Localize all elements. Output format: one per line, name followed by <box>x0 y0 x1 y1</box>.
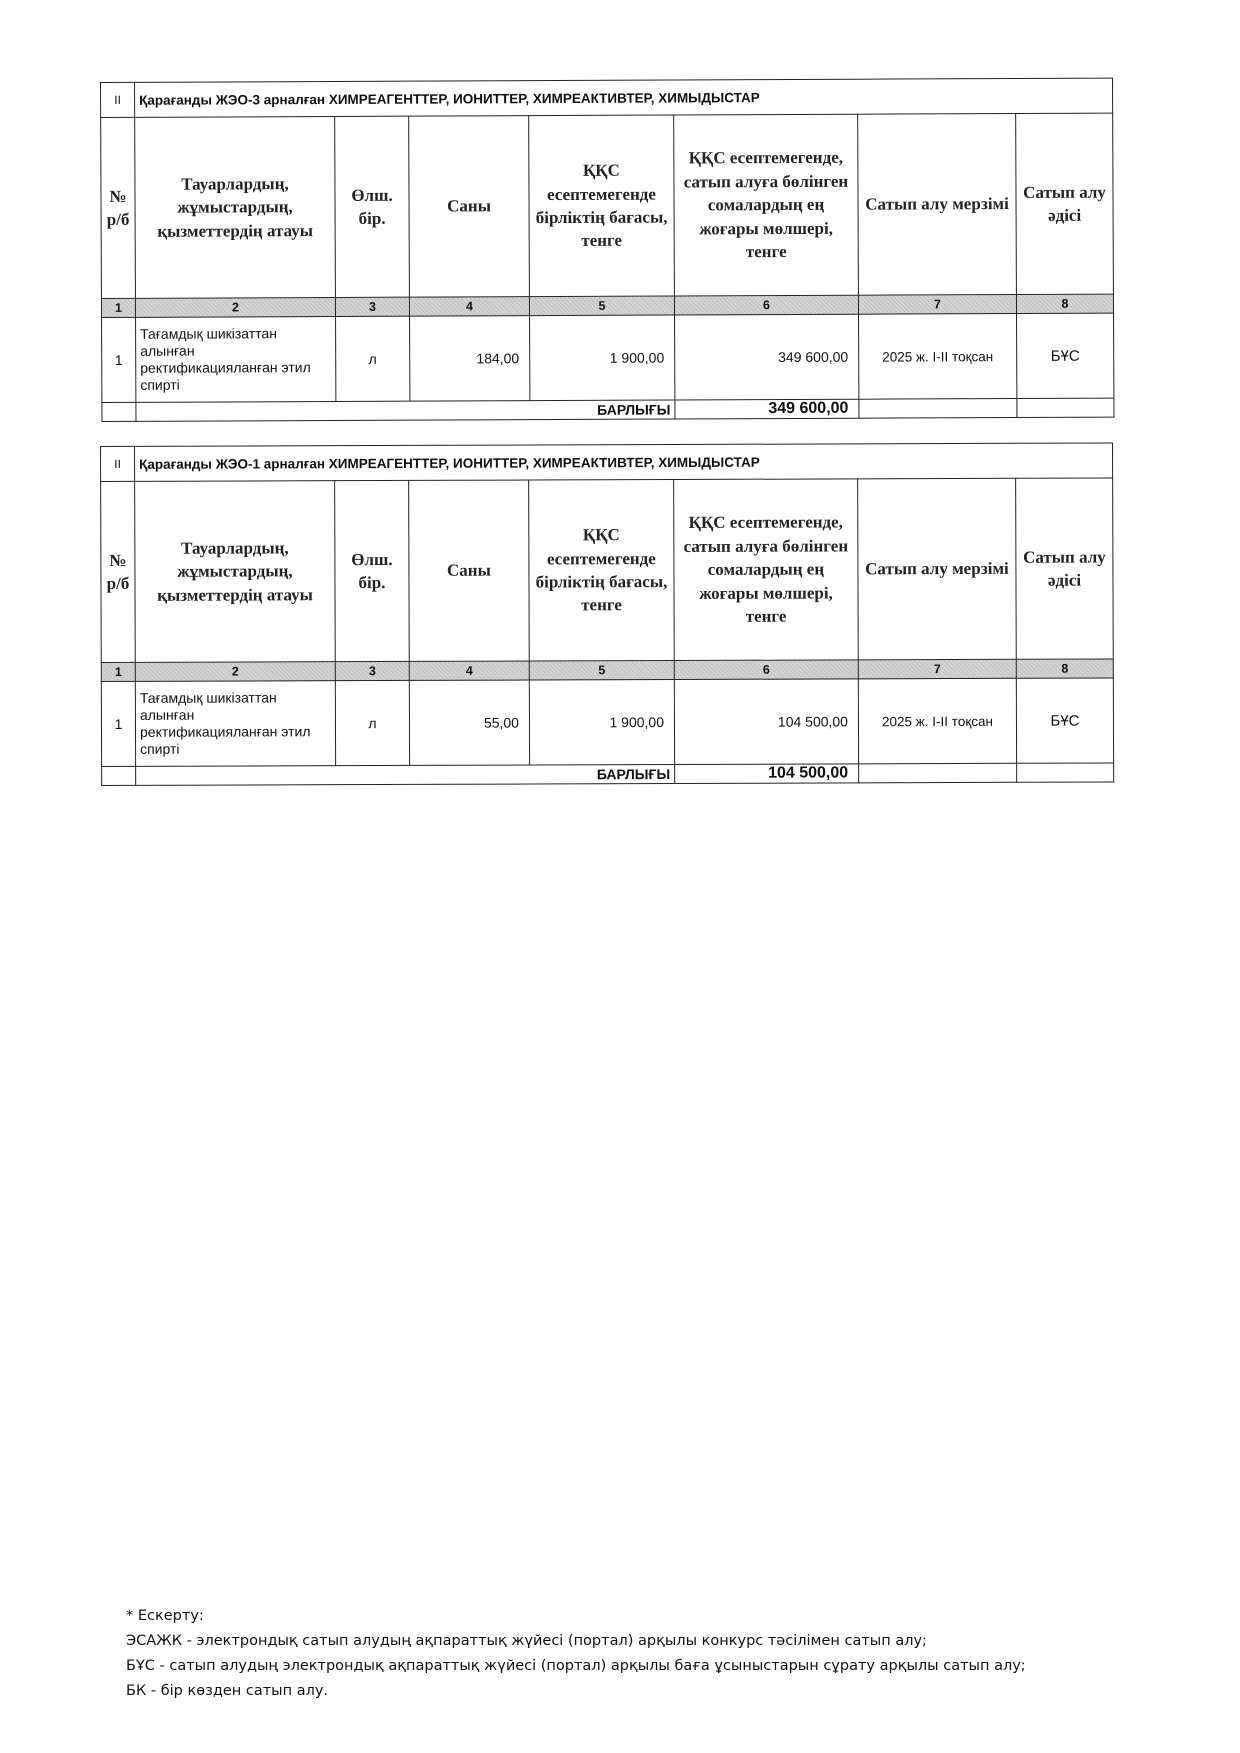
header-row <box>101 113 1114 298</box>
column-number: 7 <box>858 295 1016 315</box>
item-quantity: 184,00 <box>410 316 530 402</box>
footnote-title: * Ескерту: <box>126 1608 204 1624</box>
procurement-table-2 <box>100 442 1113 786</box>
col-header-no: № р/б <box>101 481 136 662</box>
column-number: 3 <box>335 297 409 316</box>
item-name: Тағамдық шикізаттан алынған ректификацияланған этил спирті <box>135 681 335 767</box>
col-header-name: Тауарлардың, жұмыстардың, қызметтердің атауы <box>135 116 336 298</box>
item-unit-price: 1 900,00 <box>529 679 674 765</box>
col-header-method: Сатып алу әдісі <box>1016 113 1114 294</box>
col-header-unit: Өлш. бір. <box>335 116 410 297</box>
column-number: 6 <box>674 660 858 680</box>
total-label: БАРЛЫҒЫ <box>136 400 675 421</box>
col-header-no: № р/б <box>101 117 136 298</box>
total-amount: 349 600,00 <box>675 399 859 419</box>
table-grid <box>100 442 1114 786</box>
column-number: 8 <box>1016 659 1113 678</box>
empty-cell <box>102 766 136 785</box>
empty-cell <box>1017 763 1114 782</box>
item-max-amount: 349 600,00 <box>675 314 859 400</box>
table-row <box>102 313 1114 402</box>
total-label: БАРЛЫҒЫ <box>136 764 675 785</box>
column-number: 1 <box>101 662 135 681</box>
column-number: 2 <box>135 297 335 317</box>
col-header-term: Сатып алу мерзімі <box>858 114 1017 296</box>
header-row <box>101 478 1114 663</box>
column-number: 4 <box>409 661 529 680</box>
item-term: 2025 ж. I-II тоқсан <box>859 314 1017 400</box>
item-unit: л <box>336 316 410 401</box>
table-grid <box>100 78 1115 422</box>
column-number: 5 <box>529 660 674 680</box>
column-number: 6 <box>674 295 858 315</box>
section-number: II <box>101 82 135 117</box>
col-header-qty: Саны <box>409 480 530 661</box>
empty-cell <box>859 399 1017 419</box>
section-number: II <box>101 446 135 481</box>
item-unit-price: 1 900,00 <box>530 315 675 401</box>
total-row <box>102 398 1114 421</box>
col-header-method: Сатып алу әдісі <box>1016 478 1114 659</box>
footnote-line: БК - бір көзден сатып алу. <box>126 1683 329 1699</box>
col-header-name: Тауарлардың, жұмыстардың, қызметтердің атауы <box>135 481 336 663</box>
footnote-line: БҰС - сатып алудың электрондық ақпараттық жүйесі (портал) арқылы баға ұсыныстарын сұрату арқылы сатып алу; <box>126 1658 1026 1674</box>
item-term: 2025 ж. I-II тоқсан <box>858 678 1016 764</box>
col-header-unit: Өлш. бір. <box>335 480 410 661</box>
item-quantity: 55,00 <box>409 680 529 765</box>
empty-cell <box>859 763 1017 783</box>
col-header-price: ҚҚС есептемегенде бірліктің бағасы, тенге <box>529 115 675 297</box>
column-number: 8 <box>1016 294 1113 313</box>
col-header-sum: ҚҚС есептемегенде, сатып алуға бөлінген сомалардың ең жоғары мөлшері, тенге <box>674 114 859 296</box>
empty-cell <box>102 402 136 421</box>
footnote <box>126 1604 1106 1704</box>
row-number: 1 <box>102 317 136 402</box>
col-header-term: Сатып алу мерзімі <box>858 478 1017 660</box>
item-method: БҰС <box>1017 313 1114 398</box>
procurement-table-1 <box>100 78 1113 422</box>
item-unit: л <box>335 680 409 765</box>
footnote-line: ЭСАЖК - электрондық сатып алудың ақпараттық жүйесі (портал) арқылы конкурс тәсілімен сатып алу; <box>126 1633 927 1649</box>
item-name: Тағамдық шикізаттан алынған ректификацияланған этил спирті <box>136 316 336 402</box>
col-header-qty: Саны <box>409 116 530 298</box>
column-number: 3 <box>335 661 409 680</box>
row-number: 1 <box>101 681 135 766</box>
table-row <box>101 678 1113 767</box>
section-title: Қарағанды ЖЭО-3 арналған ХИМРЕАГЕНТТЕР, ИОНИТТЕР, ХИМРЕАКТИВТЕР, ХИМЫДЫСТАР <box>135 78 1113 117</box>
item-method: БҰС <box>1016 678 1113 763</box>
col-header-price: ҚҚС есептемегенде бірліктің бағасы, тенге <box>529 479 675 661</box>
section-title: Қарағанды ЖЭО-1 арналған ХИМРЕАГЕНТТЕР, ИОНИТТЕР, ХИМРЕАКТИВТЕР, ХИМЫДЫСТАР <box>135 443 1113 481</box>
item-max-amount: 104 500,00 <box>674 679 858 765</box>
column-number: 4 <box>409 297 529 317</box>
column-number: 2 <box>135 662 335 682</box>
section-row <box>101 78 1113 117</box>
column-number: 7 <box>858 659 1016 679</box>
empty-cell <box>1017 398 1114 417</box>
col-header-sum: ҚҚС есептемегенде, сатып алуға бөлінген сомалардың ең жоғары мөлшері, тенге <box>674 479 859 661</box>
section-row <box>101 443 1113 482</box>
total-row <box>102 763 1114 786</box>
column-number: 5 <box>529 296 674 316</box>
column-number: 1 <box>101 298 135 317</box>
total-amount: 104 500,00 <box>675 764 859 784</box>
